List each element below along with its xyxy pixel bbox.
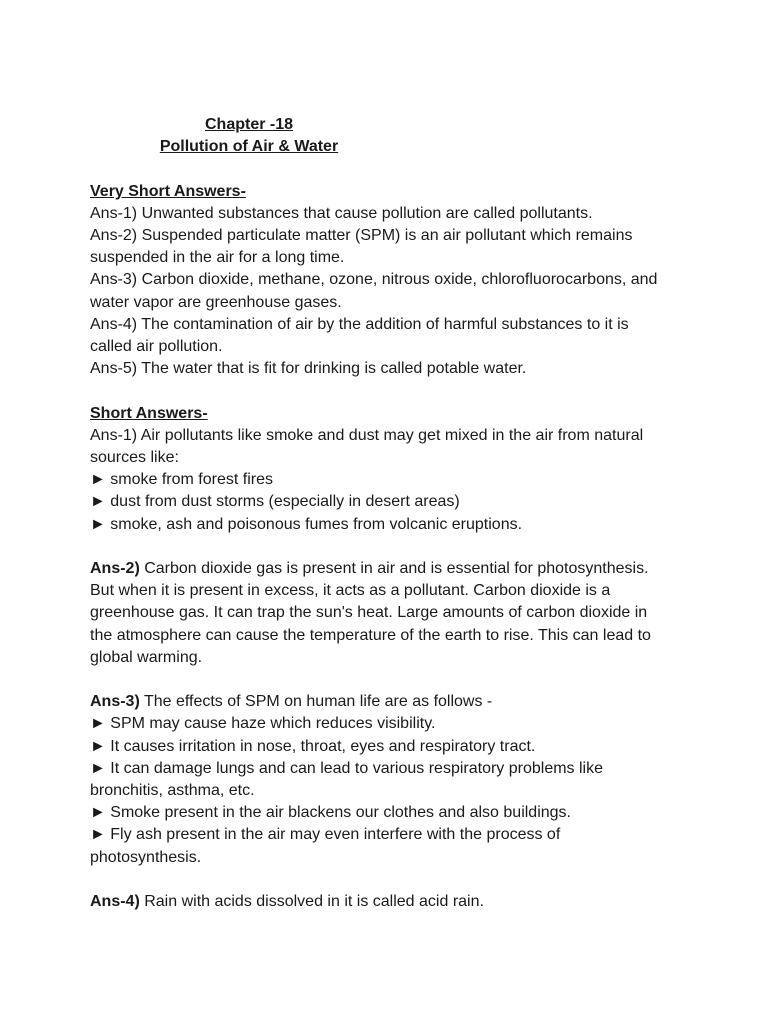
bullet-line: ► It causes irritation in nose, throat, eyes and respiratory tract.: [90, 737, 536, 755]
bullet-line: ► dust from dust storms (especially in desert areas): [90, 493, 460, 511]
answer-first-line: [90, 691, 690, 713]
text-line: suspended in the air for a long time.: [90, 249, 345, 267]
text-line: Ans-1) Unwanted substances that cause pollution are called pollutants.: [90, 204, 593, 222]
bullet-line: ► Smoke present in the air blackens our clothes and also buildings.: [90, 804, 571, 822]
text-line: called air pollution.: [90, 338, 223, 356]
bullet-line: ► smoke from forest fires: [90, 471, 273, 489]
short-answer-1: [90, 425, 690, 536]
chapter-title-block: [90, 114, 408, 158]
document-page: [90, 114, 690, 913]
text-line: global warming.: [90, 648, 203, 666]
answer-label: Ans-2): [90, 560, 140, 578]
text-line: Ans-4) The contamination of air by the addition of harmful substances to it is: [90, 315, 629, 333]
text-line: the atmosphere can cause the temperature of the earth to rise. This can lead to: [90, 626, 651, 644]
chapter-title: Pollution of Air & Water: [159, 138, 339, 156]
answer-label: Ans-3): [90, 693, 140, 711]
answer-first-line: [90, 558, 690, 580]
text-line: bronchitis, asthma, etc.: [90, 782, 255, 800]
short-answer-3: [90, 691, 690, 869]
answer-first-line: [90, 891, 690, 913]
bullet-line: ► smoke, ash and poisonous fumes from volcanic eruptions.: [90, 515, 523, 533]
text-line: Ans-2) Suspended particulate matter (SPM) is an air pollutant which remains: [90, 227, 633, 244]
text-line: Ans-1) Air pollutants like smoke and dust may get mixed in the air from natural: [90, 426, 644, 444]
text-line: greenhouse gas. It can trap the sun's heat. Large amounts of carbon dioxide in: [90, 604, 648, 622]
very-short-answers-body: [90, 203, 690, 381]
paragraph-gap: [90, 536, 690, 558]
short-answer-2: [90, 558, 690, 669]
paragraph-gap: [90, 380, 690, 402]
answer-text: The effects of SPM on human life are as follows -: [139, 693, 493, 711]
very-short-answers-heading: Very Short Answers-: [90, 182, 246, 200]
short-answer-4: [90, 891, 690, 913]
bullet-line: ► It can damage lungs and can lead to various respiratory problems like: [90, 759, 603, 777]
text-line: sources like:: [90, 449, 179, 467]
paragraph-gap: [90, 669, 690, 691]
answer-text: Rain with acids dissolved in it is called acid rain.: [139, 893, 484, 911]
text-line: water vapor are greenhouse gases.: [90, 293, 342, 311]
text-line: Ans-3) Carbon dioxide, methane, ozone, nitrous oxide, chlorofluorocarbons, and: [90, 271, 658, 289]
text-line: photosynthesis.: [90, 848, 202, 866]
text-line: Ans-5) The water that is fit for drinking is called potable water.: [90, 360, 527, 378]
bullet-line: ► Fly ash present in the air may even interfere with the process of: [90, 826, 561, 844]
text-line: But when it is present in excess, it acts as a pollutant. Carbon dioxide is a: [90, 582, 611, 600]
answer-label: Ans-4): [90, 893, 140, 911]
paragraph-gap: [90, 869, 690, 891]
answer-text: Carbon dioxide gas is present in air and is essential for photosynthesis.: [139, 560, 649, 578]
bullet-line: ► SPM may cause haze which reduces visibility.: [90, 715, 436, 733]
short-answers-heading: Short Answers-: [90, 404, 208, 422]
chapter-number: Chapter -18: [204, 116, 294, 133]
